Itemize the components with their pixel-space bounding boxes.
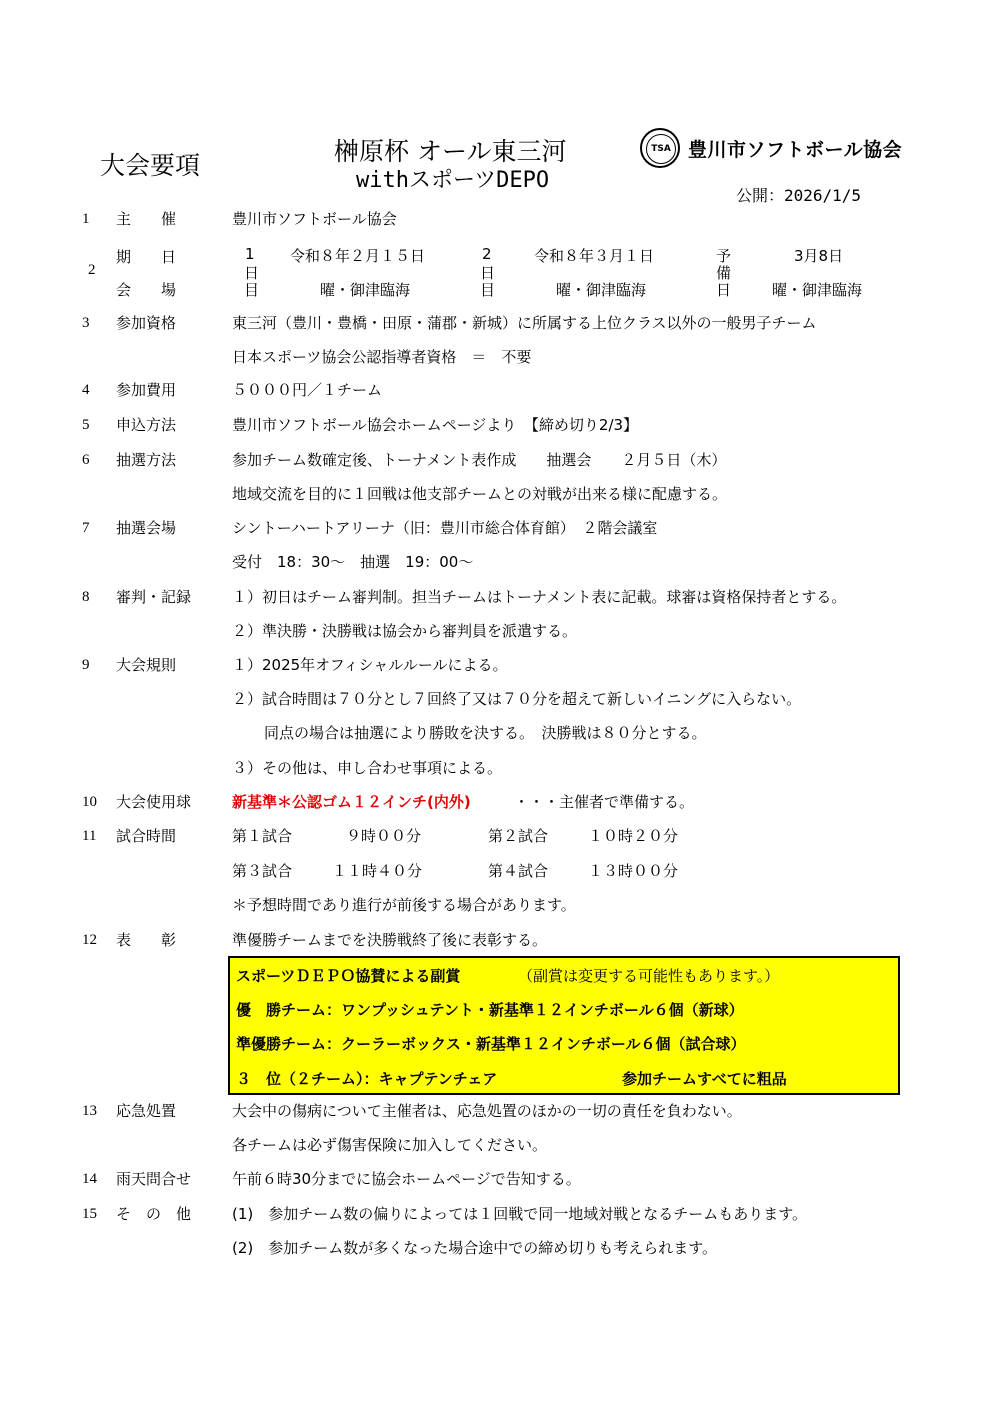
item-label: 応急処置: [116, 1102, 177, 1120]
item-label: 大会使用球: [116, 793, 192, 811]
item-value: 大会中の傷病について主催者は、応急処置のほかの一切の責任を負わない。: [232, 1102, 742, 1120]
item-value: ５０００円／１チーム: [232, 381, 383, 399]
item-rules-line2: [0, 688, 1000, 710]
item-value: ２）試合時間は７０分とし７回終了又は７０分を超えて新しいイニングに入らない。: [232, 690, 802, 708]
page-subtitle: withスポーツDEPO: [356, 168, 550, 193]
logo-badge-text: TSA: [646, 134, 676, 164]
spare-venue: 曜・御津臨海: [772, 281, 863, 299]
item-number: 13: [82, 1103, 97, 1119]
item-value: 地域交流を目的に１回戦は他支部チームとの対戦が出来る様に配慮する。: [232, 485, 728, 503]
item-number: 7: [82, 520, 90, 536]
item-value: 午前６時30分までに協会ホームページで告知する。: [232, 1170, 581, 1188]
item-number: 2: [88, 262, 96, 278]
day1-label-b: 日: [244, 264, 260, 282]
day2-label-c: 目: [480, 281, 496, 299]
logo-text: 豊川市ソフトボール協会: [688, 138, 903, 161]
item-label: 抽選方法: [116, 451, 177, 469]
item-label: 参加費用: [116, 381, 177, 399]
day2-label-b: 日: [480, 264, 496, 282]
item-value: 東三河（豊川・豊橋・田原・蒲郡・新城）に所属する上位クラス以外の一般男子チーム: [232, 314, 817, 332]
item-value: ・・・主催者で準備する。: [514, 793, 695, 811]
prize-box-note: （副賞は変更する可能性もあります。）: [518, 967, 780, 985]
item-application: [0, 414, 1000, 436]
item-game-times: [0, 825, 1000, 847]
game2-label: 第２試合: [488, 827, 549, 845]
item-number: 15: [82, 1206, 97, 1222]
day1-venue: 曜・御津臨海: [320, 281, 411, 299]
item-eligibility-line2: [0, 346, 1000, 368]
game1-time: ９時００分: [346, 827, 422, 845]
day1-label-a: 1: [245, 245, 255, 263]
item-number: 9: [82, 657, 90, 673]
item-value: ２）準決勝・決勝戦は協会から審判員を派遣する。: [232, 622, 578, 640]
item-draw-method: [0, 449, 1000, 471]
item-label: 審判・記録: [116, 588, 192, 606]
item-organizer: [0, 208, 1000, 230]
item-ball: [0, 791, 1000, 813]
item-rules-line4: [0, 757, 1000, 779]
item-value: 同点の場合は抽選により勝敗を決する。 決勝戦は８０分とする。: [264, 724, 707, 742]
spare-label-b: 備: [716, 264, 732, 282]
game3-label: 第３試合: [232, 862, 293, 880]
item-game-times-line2: [0, 860, 1000, 882]
item-label: 試合時間: [116, 827, 177, 845]
item-other-line2: [0, 1237, 1000, 1259]
item-value: ３）その他は、申し合わせ事項による。: [232, 759, 503, 777]
spare-label-a: 予: [716, 247, 732, 265]
item-value: 各チームは必ず傷害保険に加入してください。: [232, 1136, 548, 1154]
item-value: (2) 参加チーム数が多くなった場合途中での締め切りも考えられます。: [232, 1239, 718, 1257]
item-draw-method-line2: [0, 483, 1000, 505]
page-title: 榊原杯 オール東三河: [334, 137, 567, 166]
item-umpire: [0, 586, 1000, 608]
item-number: 5: [82, 417, 90, 433]
venue-label: 会 場: [116, 281, 177, 299]
item-number: 8: [82, 589, 90, 605]
association-logo: [640, 128, 902, 168]
game4-label: 第４試合: [488, 862, 549, 880]
item-awards: [0, 929, 1000, 951]
item-label: 抽選会場: [116, 519, 177, 537]
day1-date: 令和８年２月１５日: [290, 247, 426, 265]
item-draw-venue: [0, 517, 1000, 539]
item-value: (1) 参加チーム数の偏りによっては１回戦で同一地域対戦となるチームもあります。: [232, 1205, 808, 1223]
item-value: 日本スポーツ協会公認指導者資格 ＝ 不要: [232, 348, 532, 366]
document-label: 大会要項: [100, 151, 201, 180]
ball-spec: 新基準＊公認ゴム１２インチ(内外): [232, 793, 471, 811]
date-label: 期 日: [116, 248, 177, 266]
prize-box: [228, 956, 900, 1095]
day2-label-a: 2: [482, 245, 492, 263]
prize-box-title: スポーツＤＥＰＯ協賛による副賞: [236, 967, 461, 985]
game2-time: １０時２０分: [588, 827, 679, 845]
game4-time: １３時００分: [588, 862, 679, 880]
item-fee: [0, 379, 1000, 401]
item-draw-venue-line2: [0, 551, 1000, 573]
item-label: 雨天問合せ: [116, 1170, 192, 1188]
item-label: 大会規則: [116, 656, 177, 674]
day2-venue: 曜・御津臨海: [556, 281, 647, 299]
published-date: 公開：2026/1/5: [736, 186, 862, 205]
prize-third: ３ 位（２チーム）：キャプテンチェア: [236, 1070, 498, 1088]
item-other: [0, 1203, 1000, 1225]
item-value: 受付 18：30～ 抽選 19：00～: [232, 553, 474, 571]
item-rain-inquiry: [0, 1168, 1000, 1190]
item-rules: [0, 654, 1000, 676]
item-number: 10: [82, 794, 97, 810]
item-label: 申込方法: [116, 416, 177, 434]
item-label: 参加資格: [116, 314, 177, 332]
item-value: シントーハートアリーナ（旧：豊川市総合体育館） ２階会議室: [232, 519, 658, 537]
game3-time: １１時４０分: [332, 862, 423, 880]
item-first-aid: [0, 1100, 1000, 1122]
item-number: 6: [82, 452, 90, 468]
item-number: 3: [82, 315, 90, 331]
item-umpire-line2: [0, 620, 1000, 642]
item-first-aid-line2: [0, 1134, 1000, 1156]
day2-date: 令和８年３月１日: [534, 247, 655, 265]
item-value: 準優勝チームまでを決勝戦終了後に表彰する。: [232, 931, 548, 949]
item-number: 1: [82, 211, 90, 227]
item-label: そ の 他: [116, 1205, 192, 1223]
item-value: 豊川市ソフトボール協会ホームページより 【締め切り2/3】: [232, 416, 639, 434]
item-eligibility: [0, 312, 1000, 334]
game1-label: 第１試合: [232, 827, 293, 845]
item-number: 4: [82, 382, 90, 398]
day1-label-c: 目: [244, 281, 260, 299]
prize-all-teams: 参加チームすべてに粗品: [622, 1070, 787, 1088]
item-number: 14: [82, 1171, 97, 1187]
prize-winner: 優 勝チーム：ワンプッシュテント・新基準１２インチボール６個（新球）: [236, 1001, 744, 1019]
item-rules-line3: [0, 722, 1000, 744]
item-value: ＊予想時間であり進行が前後する場合があります。: [232, 896, 576, 914]
item-value: １）初日はチーム審判制。担当チームはトーナメント表に記載。球審は資格保持者とする。: [232, 588, 847, 606]
item-value: １）2025年オフィシャルルールによる。: [232, 656, 508, 674]
item-number: 12: [82, 932, 97, 948]
softball-badge-icon: [640, 128, 680, 168]
item-label: 主 催: [116, 210, 177, 228]
prize-runner-up: 準優勝チーム：クーラーボックス・新基準１２インチボール６個（試合球）: [236, 1035, 746, 1053]
spare-label-c: 日: [716, 281, 732, 299]
spare-date: 3月8日: [794, 247, 844, 265]
item-label: 表 彰: [116, 931, 177, 949]
item-value: 豊川市ソフトボール協会: [232, 210, 397, 228]
item-game-times-note: [0, 894, 1000, 916]
item-value: 参加チーム数確定後、トーナメント表作成 抽選会 ２月５日（木）: [232, 451, 727, 469]
item-number: 11: [82, 828, 97, 844]
